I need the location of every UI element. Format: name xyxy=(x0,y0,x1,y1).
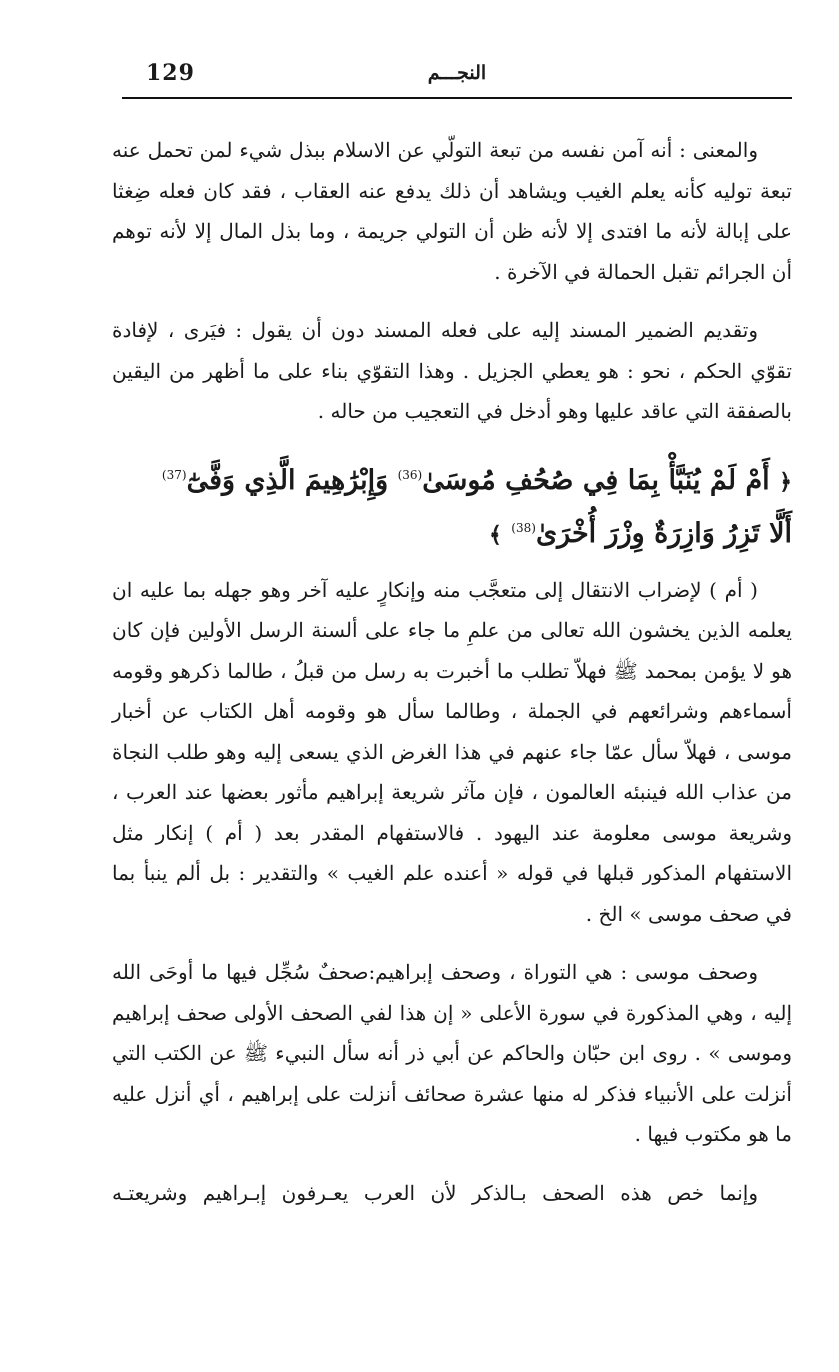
verse-part-3: أَلَّا تَزِرُ وَازِرَةٌ وِزْرَ أُخْرَىٰ xyxy=(535,517,792,549)
paragraph-suhuf: وصحف موسى : هي التوراة ، وصحف إبراهيم:صحفٌ سُجِّل فيها ما أوحَى الله إليه ، وهي المذكورة في سورة الأعلى « إن هذا لفي الصحف الأولى صحف إبراهيم وموسى » . روى ابن حبّان والحاكم عن أبي ذر أنه سأل النبيء ﷺ عن الكتب التي أنزلت على الأنبياء فذكر له منها عشرة صحائف أنزلت على إبراهيم ، أي أنزل عليه ما هو مكتوب فيها . xyxy=(112,960,792,1146)
page-body xyxy=(112,130,792,1213)
paragraph-pronoun: وتقديم الضمير المسند إليه على فعله المسند دون أن يقول : فيَرى ، لإفادة تقوّي الحكم ، نحو : هو يعطي الجزيل . وهذا التقوّي بناء على ما أظهر من اليقين بالصفقة التي عاقد عليها وهو أدخل في التعجيب من حاله . xyxy=(112,318,792,423)
paragraph-continuation: وإنما خص هذه الصحف بـالذكر لأن العرب يعـرفون إبـراهيم وشريعتـه xyxy=(112,1180,758,1205)
verse-number-36: (36) xyxy=(397,467,423,482)
paragraph-meaning: والمعنى : أنه آمن نفسه من تبعة التولّي عن الاسلام ببذل شيء لمن تحمل عنه تبعة توليه كأنه يعلم الغيب ويشاهد أن ذلك يدفع عنه العقاب ، فقد كان فعله ضِغثا على إبالة لأنه ما افتدى إلا لأنه ظن أن التولي جريمة ، وما بذل المال إلا لأنه توهم أن الجرائم تقبل الحمالة في الآخرة . xyxy=(112,138,792,284)
verse-part-1: أَمْ لَمْ يُنَبَّأْ بِمَا فِي صُحُفِ مُوسَىٰ xyxy=(422,464,770,496)
header-rule xyxy=(122,97,792,99)
running-title: النجـــم xyxy=(427,62,487,84)
quran-verse xyxy=(112,452,792,558)
verse-number-38: (38) xyxy=(511,520,536,535)
page-header xyxy=(122,58,792,100)
verse-close-bracket: ﴾ xyxy=(488,521,502,548)
paragraph-am: ( أم ) لإضراب الانتقال إلى متعجَّب منه وإنكارٍ عليه آخر وهو جهله بما عليه ان يعلمه الذين يخشون الله تعالى من علمِ ما جاء على ألسنة الرسل الأولين فإن كان هو لا يؤمن بمحمد ﷺ فهلاّ تطلب ما أخبرت به رسل من قبلُ ، طالما ذكرهو وقومه أسماءهم وشرائعهم في الجملة ، وطالما سأل هو وقومه أهل الكتاب عن أخبار موسى ، فهلاّ سأل عمّا جاء عنهم في هذا الغرض الذي يسعى إليه وهو طلب النجاة من عذاب الله فينبئه العالمون ، فإن مآثر شريعة إبراهيم مأثور بعضها عند العرب ، وشريعة موسى معلومة عند اليهود . فالاستفهام المقدر بعد ( أم ) إنكار مثل الاستفهام المذكور قبلها في قوله « أعنده علم الغيب » والتقدير : بل ألم ينبأ بما في صحف موسى » الخ . xyxy=(112,577,792,926)
verse-part-2: وَإِبْرَٰهِيمَ الَّذِي وَفَّىٰٓ xyxy=(186,464,389,496)
verse-number-37: (37) xyxy=(161,467,187,482)
verse-open-bracket: ﴿ xyxy=(779,468,792,495)
page-number: 129 xyxy=(146,60,195,86)
